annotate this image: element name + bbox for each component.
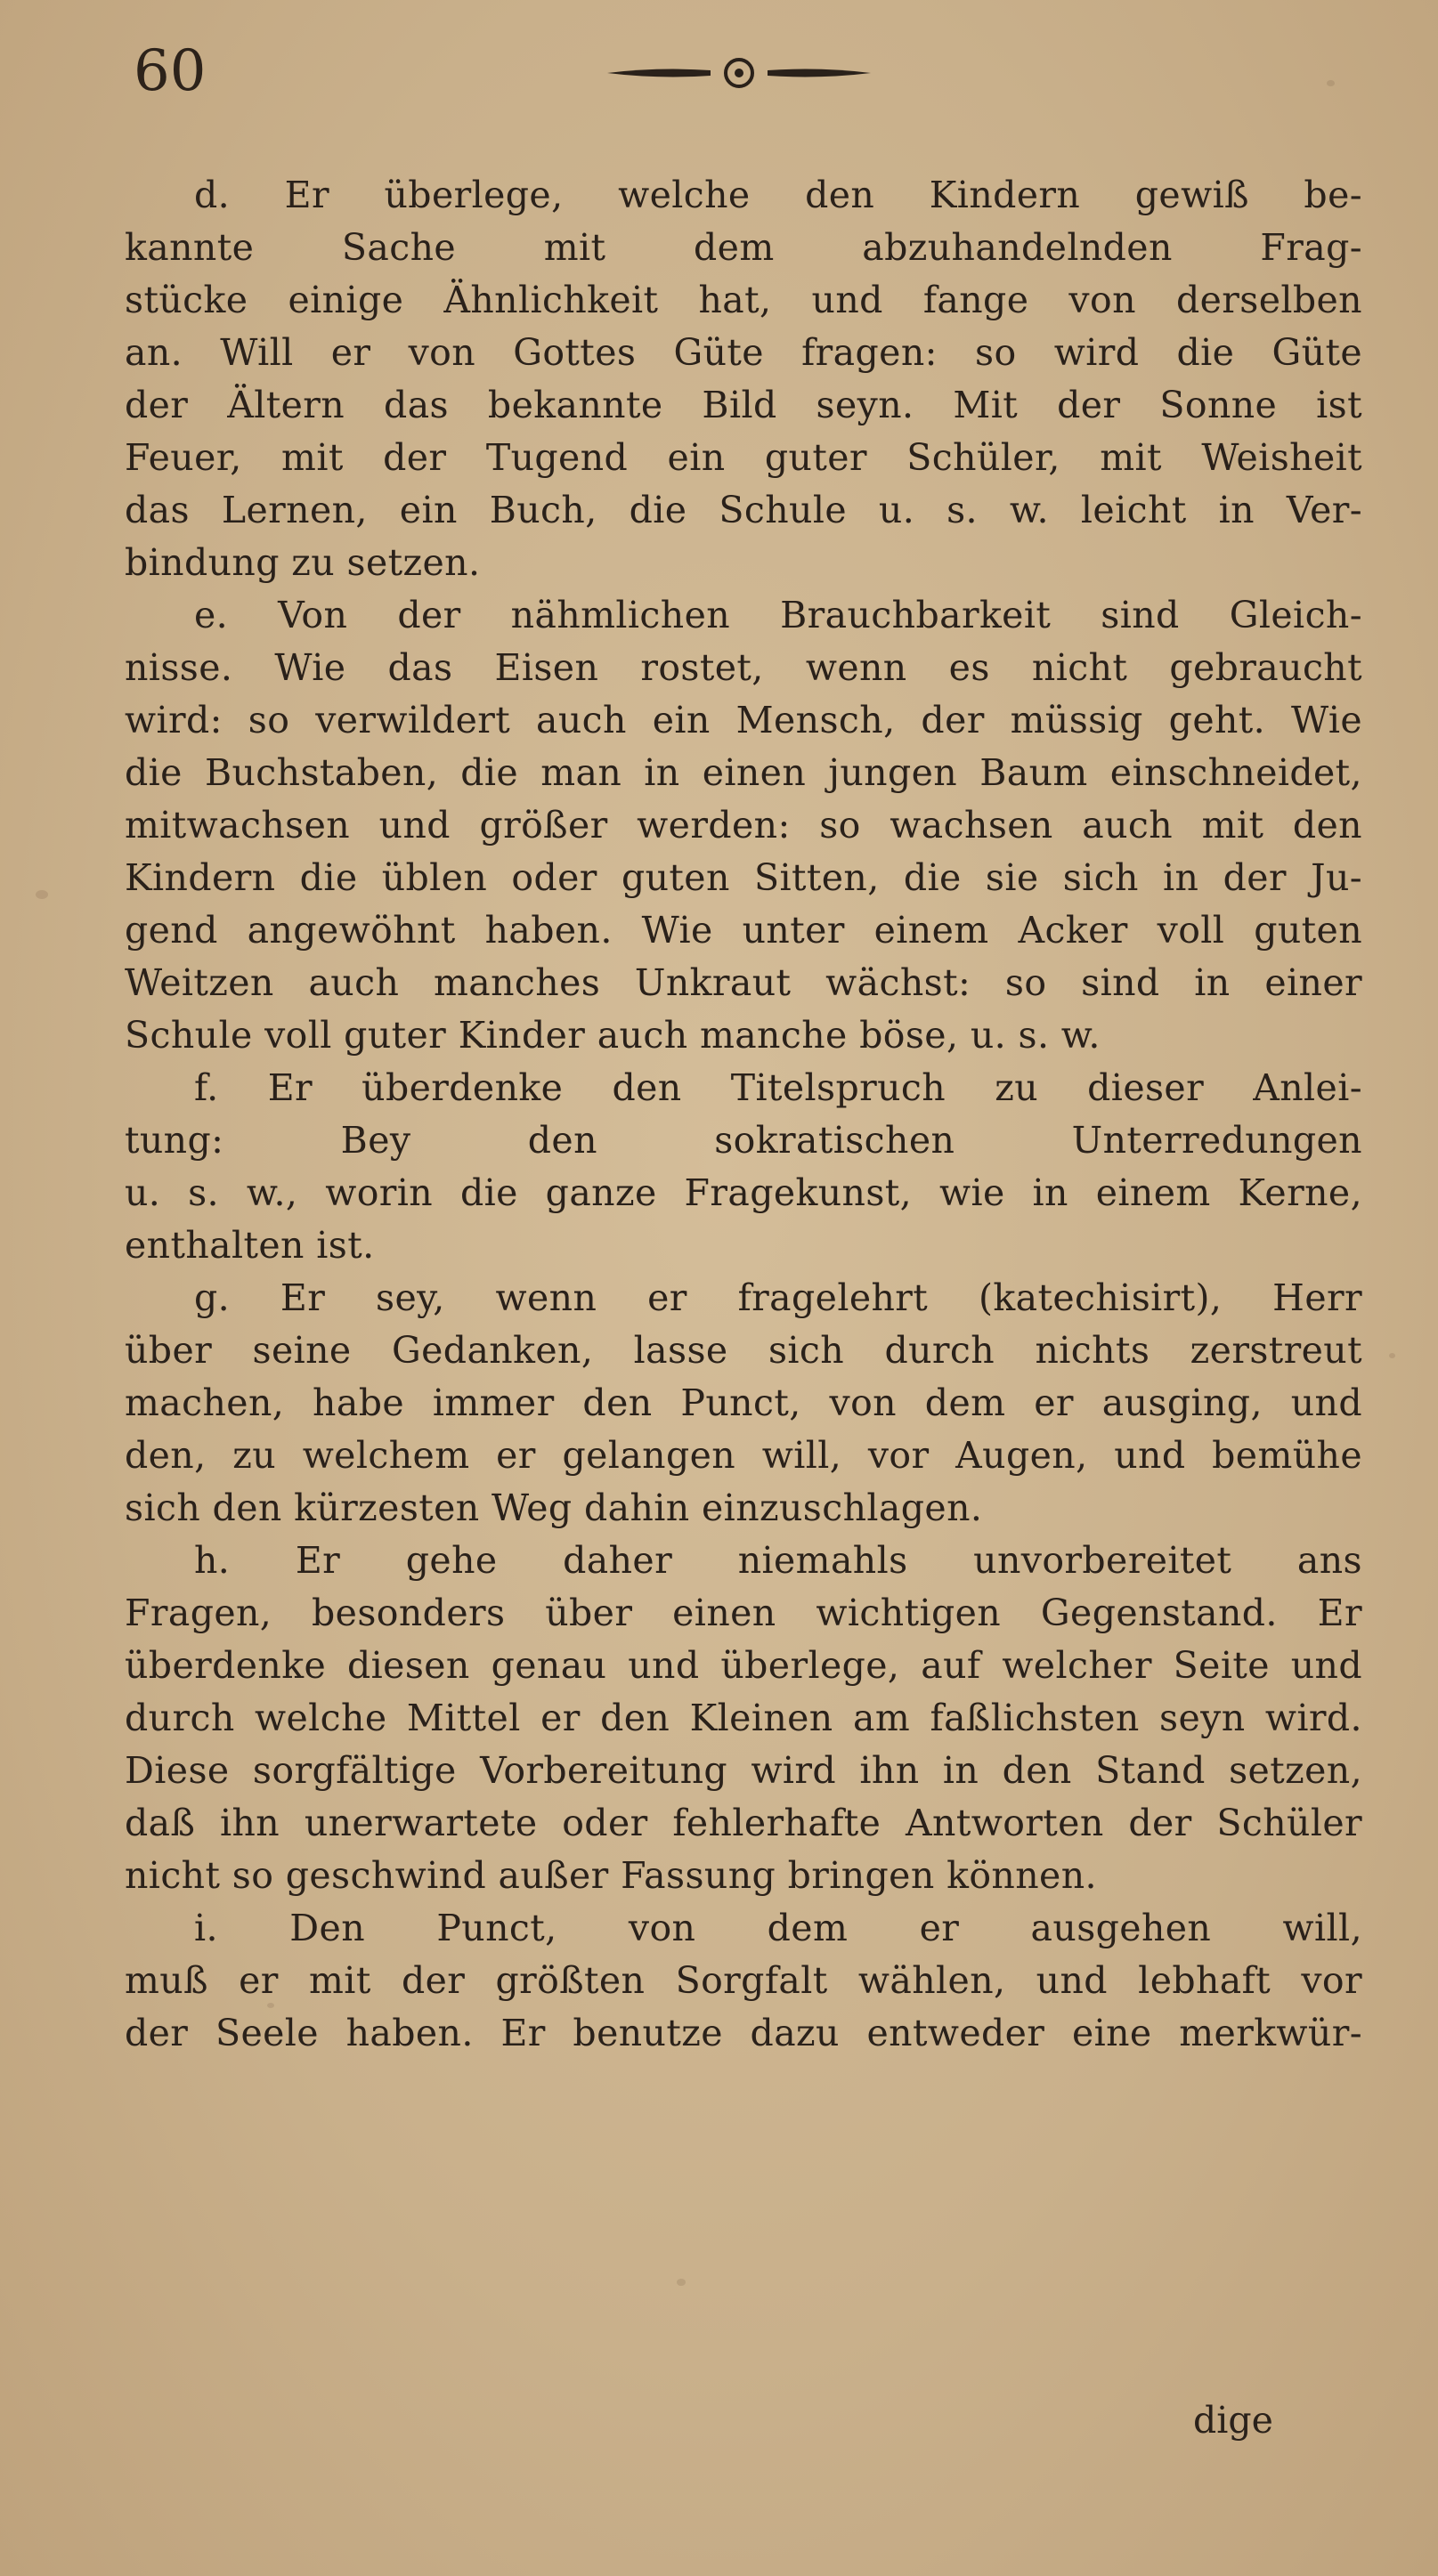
text-line: bindung zu setzen. <box>125 541 481 584</box>
text-line: der Seele haben. Er benutze dazu entweder eine merkwür- <box>125 2012 1362 2054</box>
text-line: nicht so geschwind außer Fassung bringen können. <box>125 1854 1097 1897</box>
text-line: d. Er überlege, welche den Kindern gewiß be- <box>194 174 1362 216</box>
text-line: daß ihn unerwartete oder fehlerhafte Antworten der Schüler <box>125 1802 1362 1844</box>
text-line: wird: so verwildert auch ein Mensch, der müssig geht. Wie <box>125 699 1362 741</box>
text-line: der Ältern das bekannte Bild seyn. Mit der Sonne ist <box>125 384 1362 426</box>
text-line: muß er mit der größten Sorgfalt wählen, und lebhaft vor <box>125 1959 1362 2002</box>
text-line: den, zu welchem er gelangen will, vor Augen, und bemühe <box>125 1434 1362 1477</box>
text-line: Kindern die üblen oder guten Sitten, die sie sich in der Ju- <box>125 856 1362 899</box>
text-line: Schule voll guter Kinder auch manche böse, u. s. w. <box>125 1014 1101 1057</box>
text-line: g. Er sey, wenn er fragelehrt (katechisirt), Herr <box>194 1276 1362 1319</box>
text-line: sich den kürzesten Weg dahin einzuschlagen. <box>125 1486 983 1529</box>
text-line: i. Den Punct, von dem er ausgehen will, <box>194 1907 1362 1949</box>
text-line: enthalten ist. <box>125 1224 375 1267</box>
text-line: f. Er überdenke den Titelspruch zu dieser Anlei- <box>194 1066 1362 1109</box>
text-line: stücke einige Ähnlichkeit hat, und fange von derselben <box>125 279 1362 321</box>
page-header <box>0 36 1438 116</box>
text-line: überdenke diesen genau und überlege, auf welcher Seite und <box>125 1644 1362 1687</box>
text-line: über seine Gedanken, lasse sich durch nichts zerstreut <box>125 1329 1362 1372</box>
text-line: kannte Sache mit dem abzuhandelnden Frag- <box>125 226 1362 269</box>
page-number: 60 <box>134 38 207 104</box>
text-line: Weitzen auch manches Unkraut wächst: so sind in einer <box>125 961 1362 1004</box>
text-line: das Lernen, ein Buch, die Schule u. s. w. leicht in Ver- <box>125 489 1362 531</box>
rule-ornament-icon <box>605 55 873 91</box>
text-line: gend angewöhnt haben. Wie unter einem Acker voll guten <box>125 909 1362 952</box>
text-line: nisse. Wie das Eisen rostet, wenn es nicht gebraucht <box>125 646 1362 689</box>
text-line: machen, habe immer den Punct, von dem er ausging, und <box>125 1381 1362 1424</box>
text-line: u. s. w., worin die ganze Fragekunst, wie in einem Kerne, <box>125 1171 1362 1214</box>
body-text <box>125 169 1362 2060</box>
text-line: mitwachsen und größer werden: so wachsen auch mit den <box>125 804 1362 847</box>
text-line: e. Von der nähmlichen Brauchbarkeit sind Gleich- <box>194 594 1362 636</box>
text-line: h. Er gehe daher niemahls unvorbereitet ans <box>194 1539 1362 1582</box>
text-line: Feuer, mit der Tugend ein guter Schüler, mit Weisheit <box>125 436 1362 479</box>
text-line: tung: Bey den sokratischen Unterredungen <box>125 1119 1362 1162</box>
text-line: die Buchstaben, die man in einen jungen Baum einschneidet, <box>125 751 1362 794</box>
text-line: an. Will er von Gottes Güte fragen: so wird die Güte <box>125 331 1362 374</box>
text-line: Fragen, besonders über einen wichtigen Gegenstand. Er <box>125 1592 1362 1634</box>
text-line: Diese sorgfältige Vorbereitung wird ihn in den Stand setzen, <box>125 1749 1362 1792</box>
catchword: dige <box>1193 2399 1273 2442</box>
text-line: durch welche Mittel er den Kleinen am faßlichsten seyn wird. <box>125 1697 1362 1739</box>
